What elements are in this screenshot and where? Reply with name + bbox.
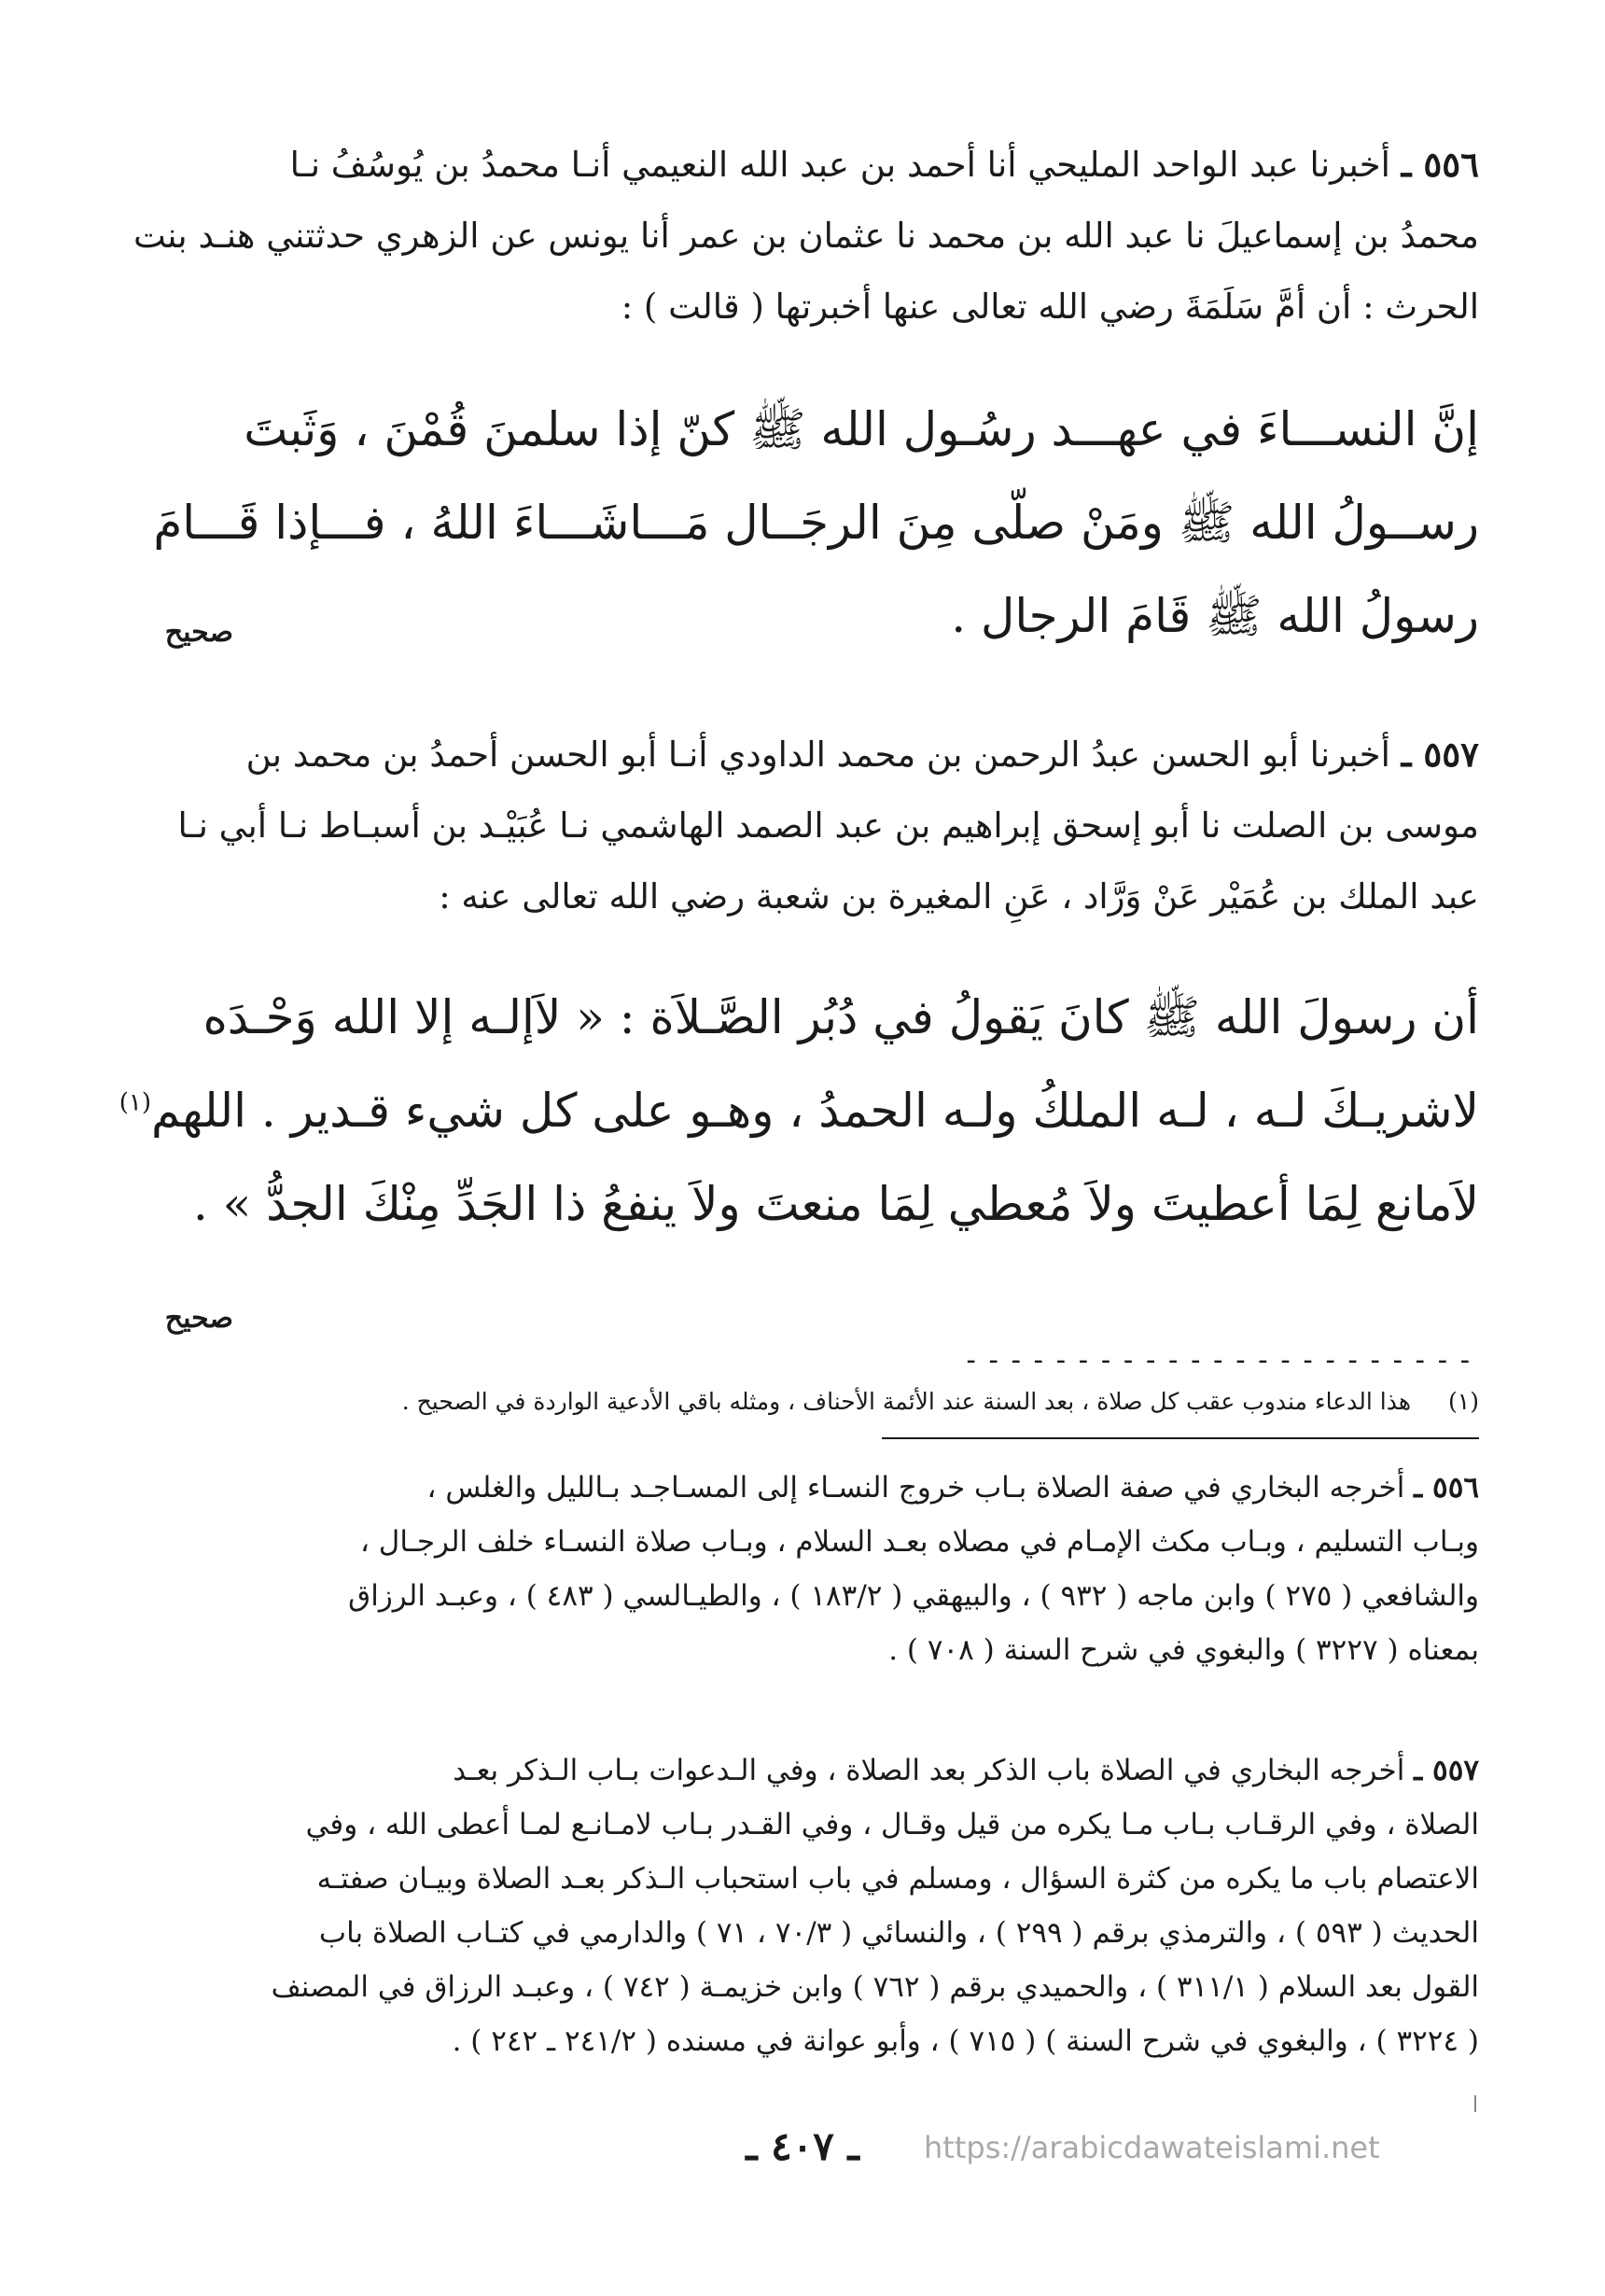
takhrij-line: بمعناه ( ٣٢٢٧ ) والبغوي في شرح السنة ( ٧٠٨ ) . — [888, 1633, 1479, 1667]
watermark-url[interactable]: https://arabicdawateislami.net — [924, 2130, 1380, 2165]
takhrij-line: ٥٥٦ ـ أخرجه البخاري في صفة الصلاة بـاب خروج النسـاء إلى المسـاجـد بـالليل والغلس ، — [426, 1471, 1479, 1505]
takhrij-line: الاعتصام باب ما يكره من كثرة السؤال ، ومسلم في باب استحباب الـذكر بعـد الصلاة وبيـان صفتـه — [316, 1862, 1479, 1896]
takhrij-number: ٥٥٦ ـ — [1414, 1471, 1479, 1505]
scan-mark — [1474, 2095, 1476, 2112]
takhrij-line: الصلاة ، وفي الرقـاب بـاب مـا يكره من قيل وقـال ، وفي القـدر بـاب لامـانـع لمـا أعطى الله ، وفي — [305, 1808, 1479, 1841]
matn-line: رســولُ الله ﷺ ومَنْ صلّى مِنَ الرجَــال مَـــاشَـــاءَ اللهُ ، فـــإذا قَـــامَ — [153, 496, 1479, 550]
hadith-number: ٥٥٧ ـ — [1401, 734, 1479, 775]
takhrij-line: والشافعي ( ٢٧٥ ) وابن ماجه ( ٩٣٢ ) ، والبيهقي ( ١٨٣/٢ ) ، والطيـالسي ( ٤٨٣ ) ، وعبـد الرزاق — [348, 1579, 1479, 1613]
takhrij-line: القول بعد السلام ( ٣١١/١ ) ، والحميدي برقم ( ٧٦٢ ) وابن خزيمـة ( ٧٤٢ ) ، وعبـد الرزاق في المصنف — [271, 1970, 1479, 2004]
takhrij-556 — [131, 1461, 1479, 1677]
matn-line: أن رسولَ الله ﷺ كانَ يَقولُ في دُبُر الصَّـلاَة : « لاَإلـه إلا الله وَحْـدَه — [202, 990, 1479, 1044]
sanad-line: الحرث : أن أمَّ سَلَمَةَ رضي الله تعالى عنها أخبرتها ( قالت ) : — [621, 287, 1479, 327]
takhrij-number: ٥٥٧ ـ — [1414, 1754, 1479, 1787]
hadith-557-matn — [119, 971, 1479, 1251]
takhrij-557 — [131, 1743, 1479, 2068]
sanad-line: موسى بن الصلت نا أبو إسحق إبراهيم بن عبد الصمد الهاشمي نـا عُبَيْـد بن أسبـاط نـا أبي نـا — [177, 805, 1479, 846]
sanad-line: ٥٥٦ ـ أخبرنا عبد الواحد المليحي أنا أحمد بن عبد الله النعيمي أنـا محمدُ بن يُوسُفُ نـا — [289, 144, 1479, 185]
footnote-text: هذا الدعاء مندوب عقب كل صلاة ، بعد السنة عند الأئمة الأحناف ، ومثله باقي الأدعية الواردة في الصحيح . — [401, 1388, 1412, 1415]
takhrij-line: وبـاب التسليم ، وبـاب مكث الإمـام في مصلاه بعـد السلام ، وبـاب صلاة النسـاء خلف الرجـال ، — [359, 1525, 1479, 1559]
footnote-reference: (١) — [119, 1088, 152, 1117]
matn-line: رسولُ الله ﷺ قَامَ الرجال . — [951, 589, 1479, 643]
matn-line: لاَمانع لِمَا أعطيتَ ولاَ مُعطي لِمَا منعتَ ولاَ ينفعُ ذا الجَدِّ مِنْكَ الجدُّ » . — [192, 1177, 1479, 1231]
hadith-557-sanad — [131, 719, 1479, 932]
hadith-556-matn — [131, 383, 1479, 663]
hadith-557-grade: صحيح — [164, 1302, 233, 1335]
page-number: ـ ٤٠٧ ـ — [746, 2123, 859, 2169]
footnote-separator: ----------------------- — [962, 1344, 1479, 1377]
hadith-number: ٥٥٦ ـ — [1401, 144, 1479, 185]
footnote — [131, 1388, 1479, 1415]
hadith-556-sanad — [131, 129, 1479, 343]
hadith-556-grade: صحيح — [164, 616, 233, 649]
takhrij-rule — [882, 1437, 1479, 1439]
footnote-marker: (١) — [1448, 1388, 1479, 1415]
matn-line: إنَّ النســـاءَ في عهـــد رسُـول الله ﷺ كنّ إذا سلمنَ قُمْنَ ، وَثَبتَ — [244, 402, 1479, 456]
sanad-line: محمدُ بن إسماعيلَ نا عبد الله بن محمد نا عثمان بن عمر أنا يونس عن الزهري حدثتني هنـد بنت — [133, 216, 1479, 256]
takhrij-line: ( ٣٢٢٤ ) ، والبغوي في شرح السنة ) ( ٧١٥ ) ، وأبو عوانة في مسنده ( ٢٤١/٢ ـ ٢٤٢ ) . — [452, 2024, 1479, 2058]
sanad-line: عبد الملك بن عُمَيْر عَنْ وَرَّاد ، عَنِ المغيرة بن شعبة رضي الله تعالى عنه : — [439, 876, 1479, 917]
takhrij-line: الحديث ( ٥٩٣ ) ، والترمذي برقم ( ٢٩٩ ) ، والنسائي ( ٧٠/٣ ، ٧١ ) والدارمي في كتـاب الصلاة باب — [318, 1916, 1479, 1950]
sanad-line: ٥٥٧ ـ أخبرنا أبو الحسن عبدُ الرحمن بن محمد الداودي أنـا أبو الحسن أحمدُ بن محمد بن — [245, 734, 1479, 775]
takhrij-line: ٥٥٧ ـ أخرجه البخاري في الصلاة باب الذكر بعد الصلاة ، وفي الـدعوات بـاب الـذكر بعـد — [453, 1754, 1479, 1787]
matn-line: لاشريـكَ لـه ، لـه الملكُ ولـه الحمدُ ، وهـو على كل شيء قـدير . اللهم$^{(١)}$ — [119, 1084, 1479, 1138]
